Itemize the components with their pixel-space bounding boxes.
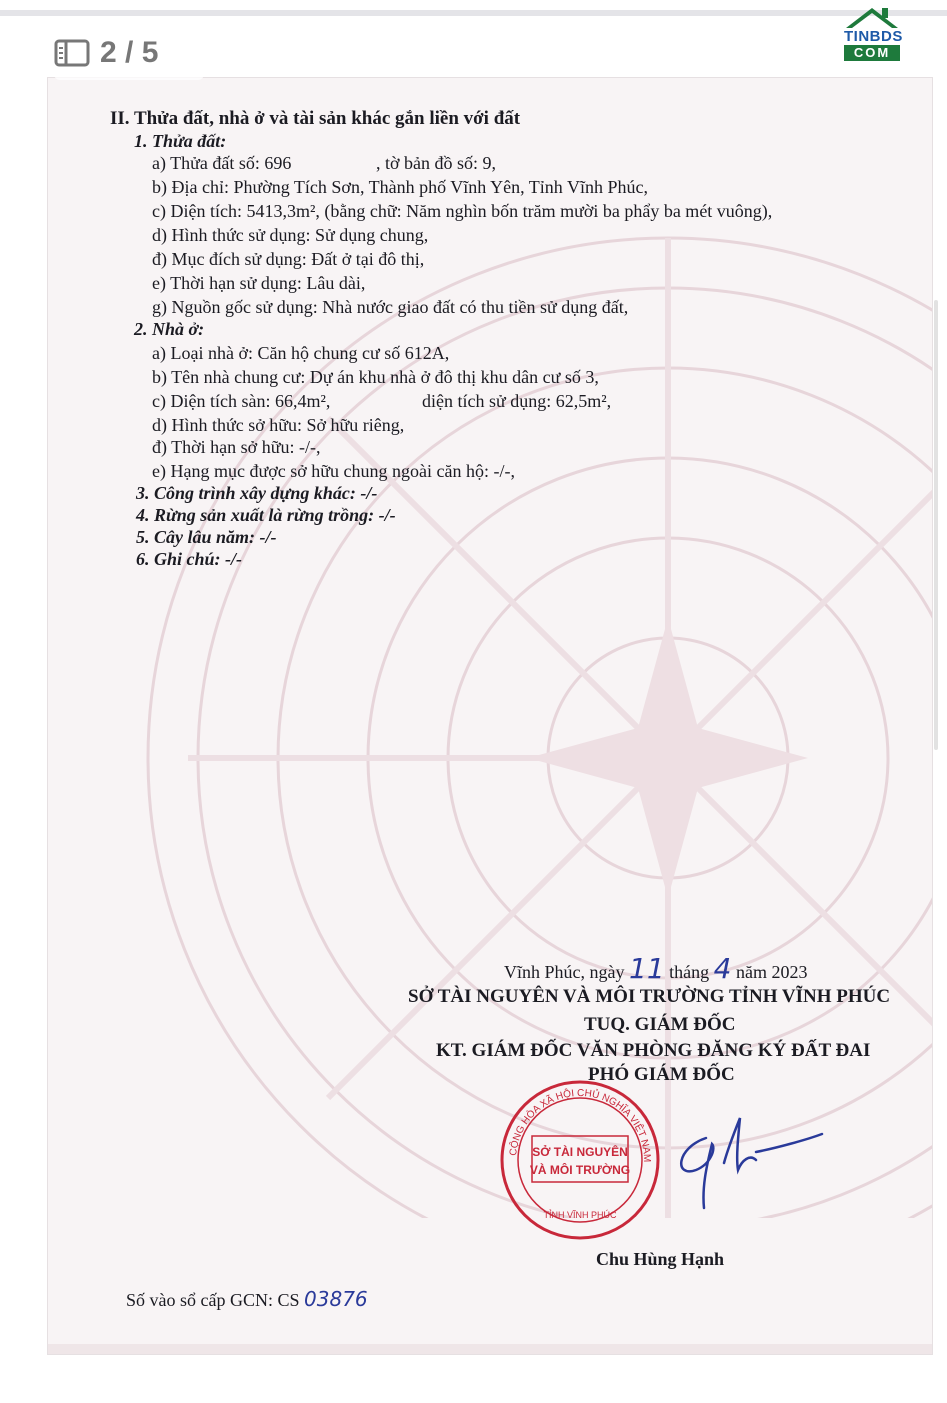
house-heading: 2. Nhà ở:: [134, 319, 205, 339]
seal-inner-line2: VÀ MÔI TRƯỜNG: [529, 1163, 631, 1177]
registry-number: [126, 1288, 368, 1311]
house-type: a) Loại nhà ở: Căn hộ chung cư số 612A,: [152, 343, 450, 363]
tinbds-logo: [838, 4, 904, 64]
house-usable-area: diện tích sử dụng: 62,5m²,: [422, 391, 612, 411]
perennial-item: 5. Cây lâu năm: -/-: [136, 527, 277, 547]
date-day: 11: [629, 952, 665, 985]
seal-inner-line1: SỞ TÀI NGUYÊN: [532, 1145, 628, 1159]
certificate-page: [48, 78, 932, 1354]
handwritten-signature: [666, 1108, 826, 1218]
place-date: [504, 952, 808, 985]
land-origin: g) Nguồn gốc sử dụng: Nhà nước giao đất có thu tiền sử dụng đất,: [152, 297, 629, 317]
date-year: năm 2023: [735, 962, 808, 982]
date-month-label: tháng: [669, 962, 710, 982]
house-common-items: e) Hạng mục được sở hữu chung ngoài căn hộ: -/-,: [152, 461, 515, 481]
official-seal: [498, 1078, 662, 1242]
signer-name: Chu Hùng Hạnh: [596, 1249, 725, 1269]
other-construction: 3. Công trình xây dựng khác: -/-: [136, 483, 378, 503]
house-building-name: b) Tên nhà chung cư: Dự án khu nhà ở đô thị khu dân cư số 3,: [152, 367, 599, 387]
land-purpose: đ) Mục đích sử dụng: Đất ở tại đô thị,: [152, 249, 425, 269]
page-panel-icon[interactable]: [54, 39, 90, 67]
page-indicator[interactable]: [54, 26, 204, 80]
kt-director: KT. GIÁM ĐỐC VĂN PHÒNG ĐĂNG KÝ ĐẤT ĐAI: [436, 1040, 871, 1061]
registry-handwritten-number: 03876: [304, 1287, 368, 1311]
paper-bottom-edge: [48, 1344, 932, 1354]
house-ownership-form: d) Hình thức sở hữu: Sở hữu riêng,: [152, 415, 405, 435]
place-date-prefix: Vĩnh Phúc, ngày: [504, 962, 625, 982]
logo-brand-bottom: COM: [844, 45, 900, 61]
land-parcel-number: a) Thửa đất số: 696: [152, 153, 292, 173]
date-month: 4: [713, 952, 732, 985]
house-ownership-term: đ) Thời hạn sở hữu: -/-,: [152, 437, 321, 457]
seal-ring-text: CỘNG HÒA XÃ HỘI CHỦ NGHĨA VIỆT NAM: [508, 1087, 653, 1163]
land-heading: 1. Thửa đất:: [134, 131, 227, 151]
page-indicator-text: 2 / 5: [100, 36, 159, 69]
land-map-sheet: , tờ bản đồ số: 9,: [376, 153, 497, 173]
land-term: e) Thời hạn sử dụng: Lâu dài,: [152, 273, 366, 293]
note-item: 6. Ghi chú: -/-: [136, 549, 243, 569]
scrollbar[interactable]: [934, 300, 938, 750]
land-use-form: d) Hình thức sử dụng: Sử dụng chung,: [152, 225, 429, 245]
land-address: b) Địa chỉ: Phường Tích Sơn, Thành phố Vĩnh Yên, Tỉnh Vĩnh Phúc,: [152, 177, 648, 197]
viewer-top-divider: [0, 10, 947, 16]
land-area: c) Diện tích: 5413,3m², (bằng chữ: Năm nghìn bốn trăm mười ba phẩy ba mét vuông),: [152, 201, 773, 221]
logo-brand-top: TINBDS: [844, 28, 903, 45]
agency-name: SỞ TÀI NGUYÊN VÀ MÔI TRƯỜNG TỈNH VĨNH PHÚC: [408, 986, 891, 1007]
deputy-director: PHÓ GIÁM ĐỐC: [588, 1064, 735, 1085]
section-title: II. Thửa đất, nhà ở và tài sản khác gắn liền với đất: [110, 108, 521, 129]
registry-label: Số vào sổ cấp GCN: CS: [126, 1290, 300, 1310]
house-floor-area: c) Diện tích sàn: 66,4m²,: [152, 391, 331, 411]
house-icon: [842, 4, 902, 30]
tuq-director: TUQ. GIÁM ĐỐC: [584, 1014, 736, 1035]
seal-bottom-text: TỈNH VĨNH PHÚC: [543, 1210, 617, 1220]
forest-item: 4. Rừng sản xuất là rừng trồng: -/-: [136, 505, 396, 525]
